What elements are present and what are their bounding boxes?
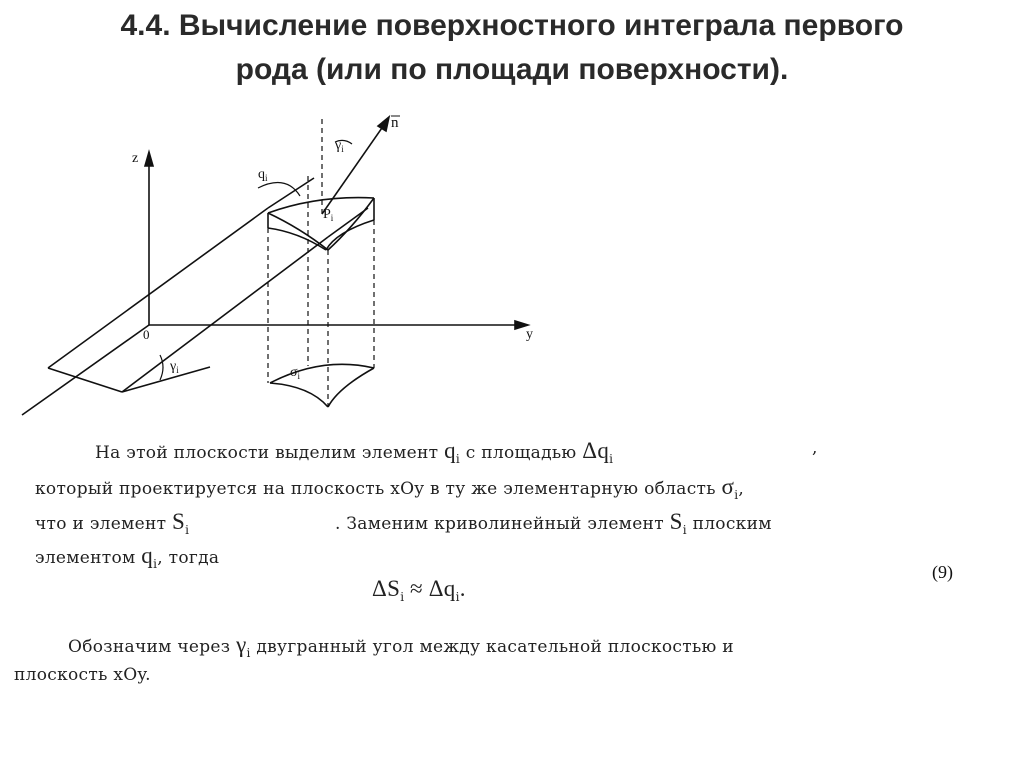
text-line-1-comma: , xyxy=(812,438,818,458)
z-axis-arrow xyxy=(145,152,153,166)
text-line-6: плоскость xOy. xyxy=(14,665,151,685)
equation-number: (9) xyxy=(932,562,953,582)
origin-label: 0 xyxy=(143,327,150,342)
p-label: $P_i$ xyxy=(323,207,334,223)
equation: $\Delta S_i \approx \Delta q_i$. xyxy=(372,576,466,604)
title-line-1: 4.4. Вычисление поверхностного интеграла первого xyxy=(120,9,904,42)
y-axis-label: y xyxy=(526,327,533,342)
q-label: $q_i$ xyxy=(258,167,268,183)
title-line-2: рода (или по площади поверхности). xyxy=(235,53,789,86)
gamma-top-label: $\gamma_i$ xyxy=(335,138,344,154)
text-line-3: что и элемент $S_i$ xyxy=(35,509,190,537)
z-axis-label: z xyxy=(132,151,139,166)
text-line-3b: . Заменим криволинейный элемент $S_i$ плоским xyxy=(335,509,772,537)
sigma-label: $\sigma_i$ xyxy=(290,365,301,381)
text-line-2: который проектируется на плоскость xOy в ту же элементарную область $\sigma_i$, xyxy=(35,474,745,502)
x-axis xyxy=(22,325,149,415)
slide-title xyxy=(60,4,964,92)
text-line-4: элементом $q_i$, тогда xyxy=(35,543,220,571)
normal-arrow xyxy=(378,117,389,131)
text-line-1: На этой плоскости выделим элемент $q_i$ с площадью $\Delta q_i$ xyxy=(95,438,614,466)
surface-element-diagram xyxy=(0,100,560,430)
gamma-bottom-label: $\gamma_i$ xyxy=(170,359,179,375)
text-line-5: Обозначим через $\gamma_i$ двугранный угол между касательной плоскостью и xyxy=(68,632,734,660)
normal-label: n xyxy=(391,115,399,131)
